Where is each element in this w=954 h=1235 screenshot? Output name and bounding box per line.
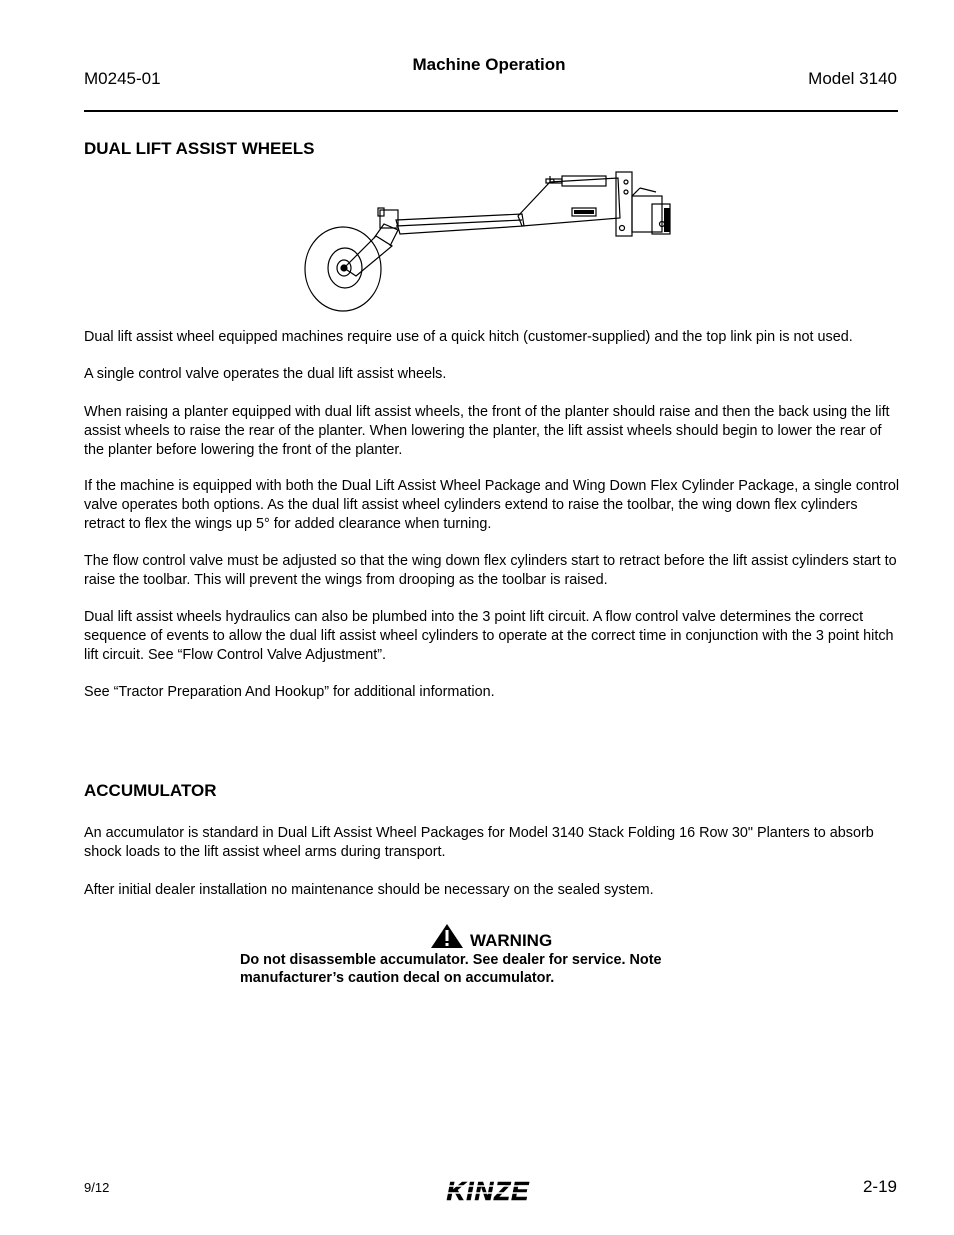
svg-text:KINZE: KINZE bbox=[446, 1176, 530, 1206]
section-heading-dual-lift: DUAL LIFT ASSIST WHEELS bbox=[84, 139, 315, 158]
header-rule bbox=[84, 110, 898, 112]
footer-page-number: 2-19 bbox=[862, 1177, 897, 1196]
warning-label: WARNING bbox=[470, 931, 553, 950]
header-doc-number: M0245-01 bbox=[84, 69, 161, 88]
kinze-logo bbox=[428, 1176, 548, 1206]
paragraph: A single control valve operates the dual lift assist wheels. bbox=[84, 366, 447, 382]
warning-triangle-icon bbox=[430, 923, 464, 949]
paragraph: The flow control valve must be adjusted so that the wing down flex cylinders start to retract before the lift assist cylinders start to raise the toolbar. This will prevent the wings from drooping as the toolbar is raised. bbox=[84, 553, 897, 588]
header-model: Model 3140 bbox=[808, 69, 897, 88]
paragraph: Dual lift assist wheels hydraulics can also be plumbed into the 3 point lift circuit. A flow control valve determines the correct sequence of events to allow the dual lift assist wheel cylinders to operate at the correct time in conjunction with the 3 point hitch lift circuit. See “Flow Control Valve Adjustment”. bbox=[84, 609, 894, 663]
paragraph: An accumulator is standard in Dual Lift Assist Wheel Packages for Model 3140 Stack Folding 16 Row 30" Planters to absorb shock loads to the lift assist wheel arms during transport. bbox=[84, 825, 874, 860]
header-section-title: Machine Operation bbox=[412, 55, 566, 74]
paragraph: See “Tractor Preparation And Hookup” for additional information. bbox=[84, 684, 495, 700]
paragraph: If the machine is equipped with both the Dual Lift Assist Wheel Package and Wing Down Flex Cylinder Package, a single control valve operates both options. As the dual lift assist wheel cylinders extend to raise the toolbar, the wing down flex cylinders retract to flex the wings up 5° for added clearance when turning. bbox=[84, 478, 900, 532]
paragraph: When raising a planter equipped with dual lift assist wheels, the front of the planter should raise and then the back using the lift assist wheels to raise the rear of the planter. When lowering the planter, the lift assist wheels should begin to lower the rear of the planter before lowering the front of the planter. bbox=[84, 404, 890, 458]
section-heading-accumulator: ACCUMULATOR bbox=[84, 781, 217, 800]
lift-assist-wheel-illustration bbox=[300, 168, 680, 316]
paragraph: Dual lift assist wheel equipped machines require use of a quick hitch (customer-supplied) and the top link pin is not used. bbox=[84, 329, 853, 345]
paragraph: After initial dealer installation no maintenance should be necessary on the sealed system. bbox=[84, 882, 654, 898]
footer-date: 9/12 bbox=[84, 1180, 110, 1195]
warning-text: Do not disassemble accumulator. See dealer for service. Note manufacturer’s caution decal on accumulator. bbox=[240, 952, 662, 986]
